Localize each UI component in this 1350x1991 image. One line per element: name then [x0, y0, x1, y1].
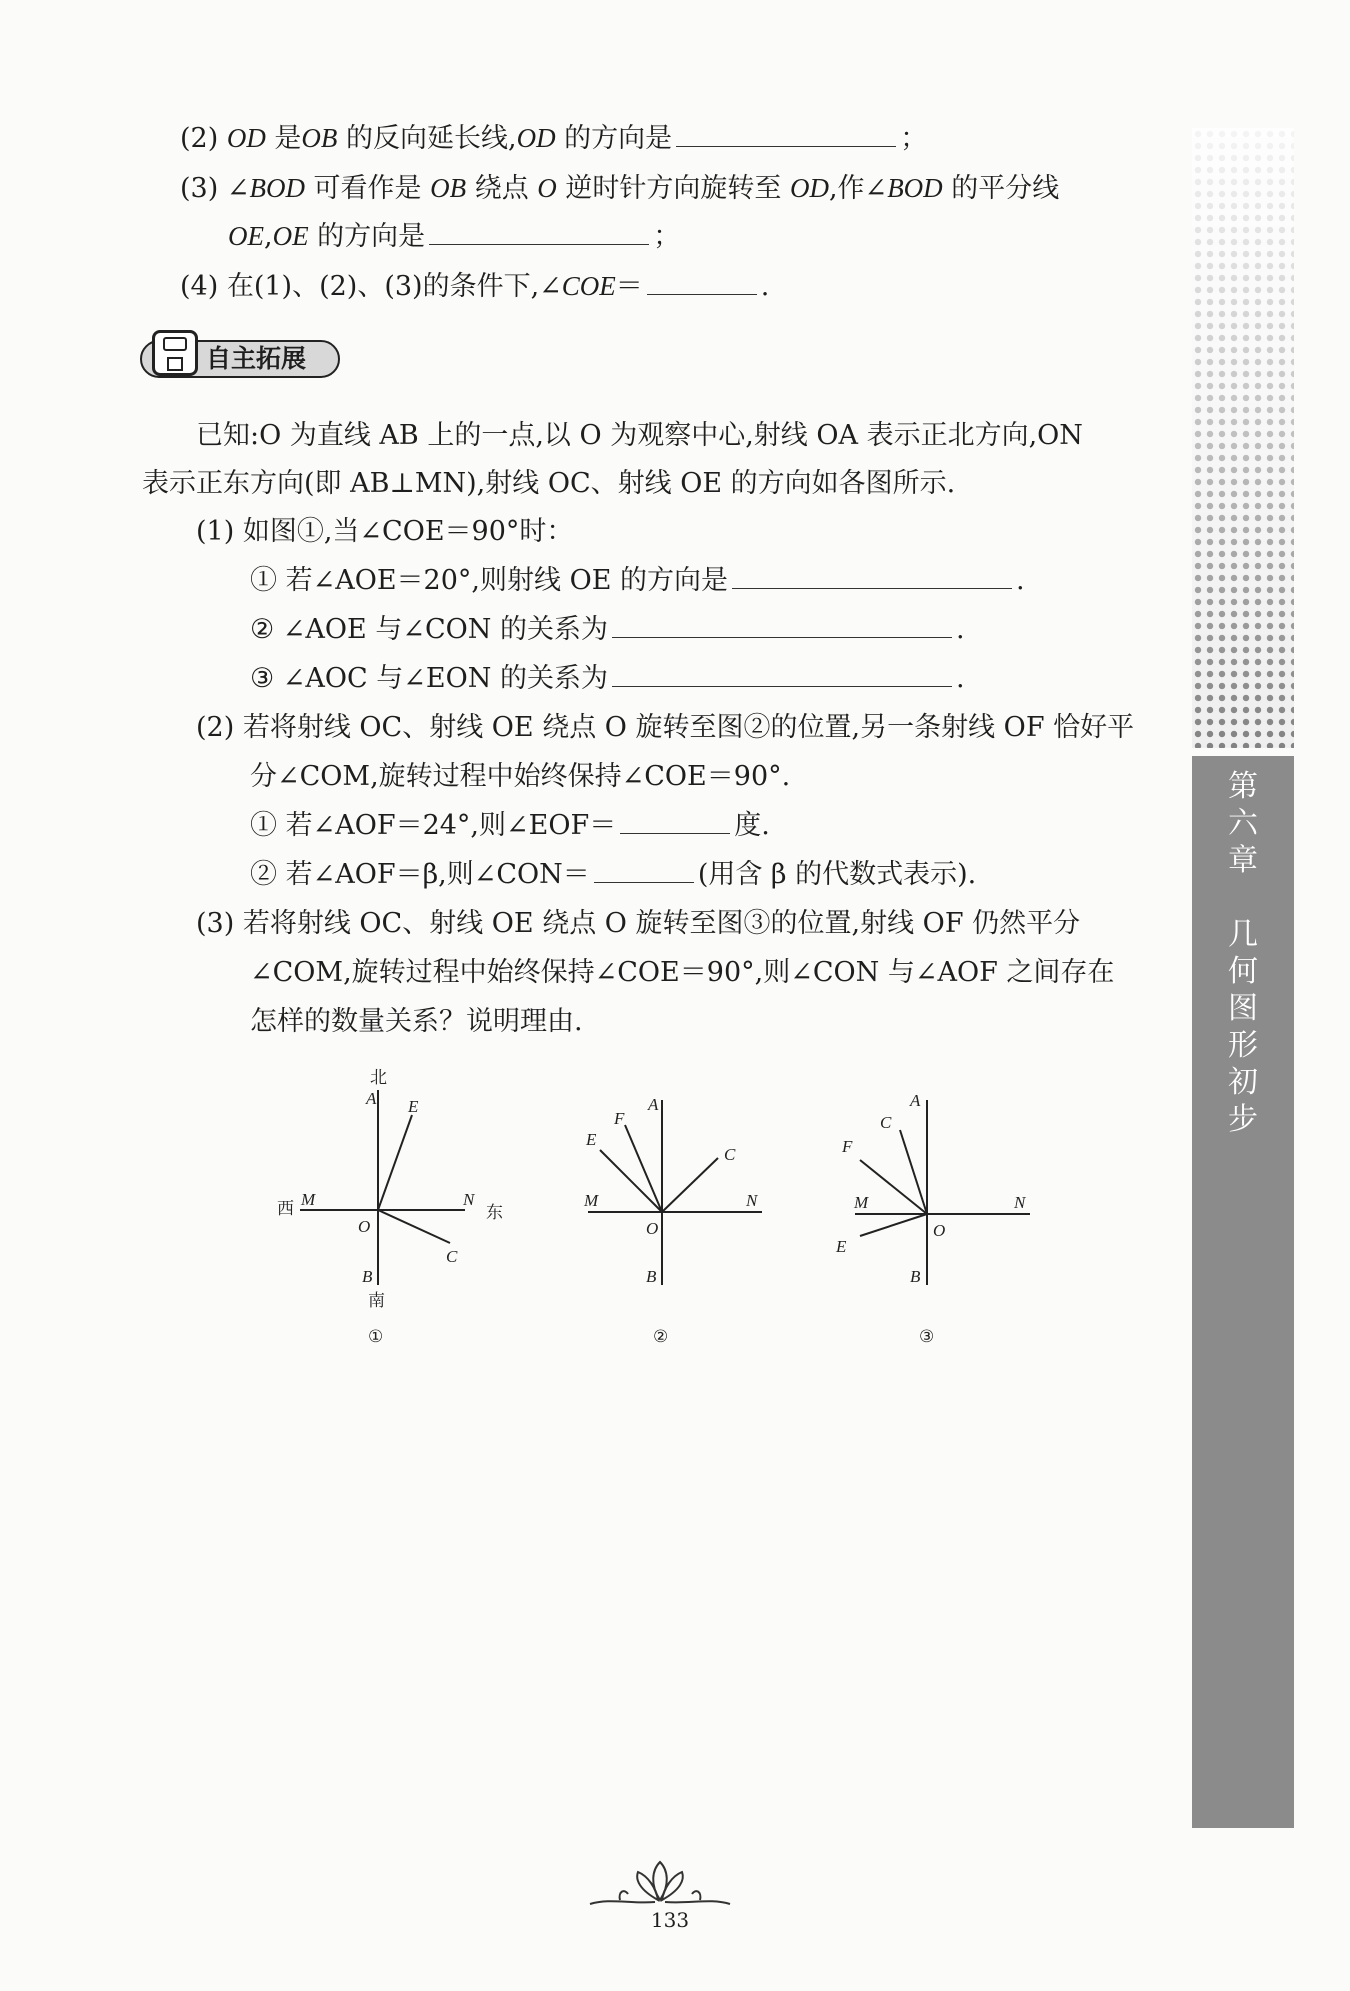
math-symbol: OB: [430, 173, 467, 203]
sub-question-2: (2) 若将射线 OC、射线 OE 绕点 O 旋转至图②的位置,另一条射线 OF 恰好平: [196, 712, 1135, 743]
fig1-north-label: 北: [370, 1068, 387, 1088]
intro-line-1: 已知:O 为直线 AB 上的一点,以 O 为观察中心,射线 OA 表示正北方向,ON: [196, 420, 1083, 451]
fig2-label-C: C: [724, 1145, 736, 1164]
fig2-label-A: A: [648, 1095, 659, 1114]
sub-question-1-2: ② ∠AOE 与∠CON 的关系为 .: [250, 610, 965, 650]
fig1-west-label: 西: [277, 1199, 294, 1219]
sub-question-3-cont-1: ∠COM,旋转过程中始终保持∠COE＝90°,则∠CON 与∠AOF 之间存在: [250, 957, 1115, 988]
fig3-label-F: F: [842, 1137, 853, 1156]
question-2: (2) OD 是OB 的反向延长线,OD 的方向是 ；: [180, 118, 927, 159]
fig2-label-F: F: [614, 1109, 625, 1128]
sub-question-1-1: ① 若∠AOE＝20°,则射线 OE 的方向是 .: [250, 561, 1025, 601]
sub-question-3: (3) 若将射线 OC、射线 OE 绕点 O 旋转至图③的位置,射线 OF 仍然平分: [196, 908, 1081, 939]
sub-question-2-cont: 分∠COM,旋转过程中始终保持∠COE＝90°.: [250, 761, 791, 792]
sub-question-3-cont-2: 怎样的数量关系？说明理由.: [250, 1006, 583, 1037]
fig1-south-label: 南: [368, 1291, 385, 1311]
fig2-label-E: E: [586, 1130, 597, 1149]
question-number: (3): [180, 173, 227, 204]
math-symbol: O: [537, 173, 557, 203]
question-text: 的反向延长线,: [337, 123, 517, 154]
floral-ornament-icon: [580, 1860, 740, 1910]
fig2-label-B: B: [646, 1267, 657, 1286]
fig3-label-A: A: [910, 1091, 921, 1110]
question-text: ∠: [226, 173, 250, 204]
question-text: 的平分线: [942, 173, 1060, 204]
math-symbol: COE: [561, 271, 616, 301]
fig3-label-N: N: [1014, 1193, 1026, 1212]
question-text: 的方向是: [308, 221, 426, 252]
fig1-east-label: 东: [486, 1203, 503, 1223]
section-title: 自主拓展: [206, 344, 307, 373]
math-symbol: OD: [516, 123, 556, 153]
question-text: 在(1)、(2)、(3)的条件下,∠: [226, 271, 562, 302]
math-symbol: OE: [272, 221, 309, 251]
math-symbol: OD: [789, 173, 829, 203]
math-symbol: BOD: [887, 173, 943, 203]
fig2-label-O: O: [646, 1219, 659, 1238]
sub-question-2-1: ① 若∠AOF＝24°,则∠EOF＝ 度.: [250, 806, 770, 846]
fig1-label-O: O: [358, 1217, 371, 1236]
sub-question-2-2: ② 若∠AOF＝β,则∠CON＝ (用含 β 的代数式表示).: [250, 855, 976, 895]
question-text: ,: [264, 221, 273, 252]
math-symbol: BOD: [249, 173, 305, 203]
question-text: 绕点: [466, 173, 538, 204]
question-4: (4) 在(1)、(2)、(3)的条件下,∠COE＝ .: [180, 266, 769, 307]
question-text: 可看作是: [304, 173, 431, 204]
sub-question-1: (1) 如图①,当∠COE＝90°时：: [196, 516, 574, 547]
figure-1: [300, 1090, 465, 1285]
question-text: ,作∠: [828, 173, 888, 204]
fig3-label-O: O: [933, 1221, 946, 1240]
sub-question-1-3: ③ ∠AOC 与∠EON 的关系为 .: [250, 659, 965, 699]
fig3-label-C: C: [880, 1113, 892, 1132]
fig1-label-A: A: [366, 1089, 377, 1108]
chapter-title: 第六章 几何图形初步: [1228, 769, 1258, 1137]
fig3-caption: ③: [919, 1327, 935, 1347]
chapter-sidebar: [1192, 128, 1294, 1828]
fig2-label-N: N: [746, 1191, 758, 1210]
fig1-label-M: M: [301, 1190, 316, 1209]
math-symbol: OE: [228, 221, 264, 251]
intro-line-2: 表示正东方向(即 AB⊥MN),射线 OC、射线 OE 的方向如各图所示.: [142, 468, 956, 499]
question-number: (4): [180, 271, 227, 302]
fig1-label-C: C: [446, 1247, 458, 1266]
math-symbol: OB: [301, 123, 338, 153]
question-text: 是: [265, 123, 302, 154]
question-3-cont: OE,OE 的方向是 ；: [228, 216, 680, 257]
fig1-label-N: N: [463, 1190, 475, 1209]
fig1-label-B: B: [362, 1267, 373, 1286]
fig2-label-M: M: [584, 1191, 599, 1210]
question-text: 的方向是: [555, 123, 673, 154]
fig1-caption: ①: [368, 1327, 384, 1347]
question-number: (2): [180, 123, 227, 154]
math-symbol: OD: [226, 123, 266, 153]
fig2-caption: ②: [653, 1327, 669, 1347]
page-number: 133: [650, 1908, 690, 1932]
question-text: 逆时针方向旋转至: [556, 173, 790, 204]
fig3-label-B: B: [910, 1267, 921, 1286]
fig1-label-E: E: [408, 1097, 419, 1116]
fig3-label-E: E: [836, 1237, 847, 1256]
question-text: ＝: [615, 271, 643, 302]
fig3-label-M: M: [854, 1193, 869, 1212]
